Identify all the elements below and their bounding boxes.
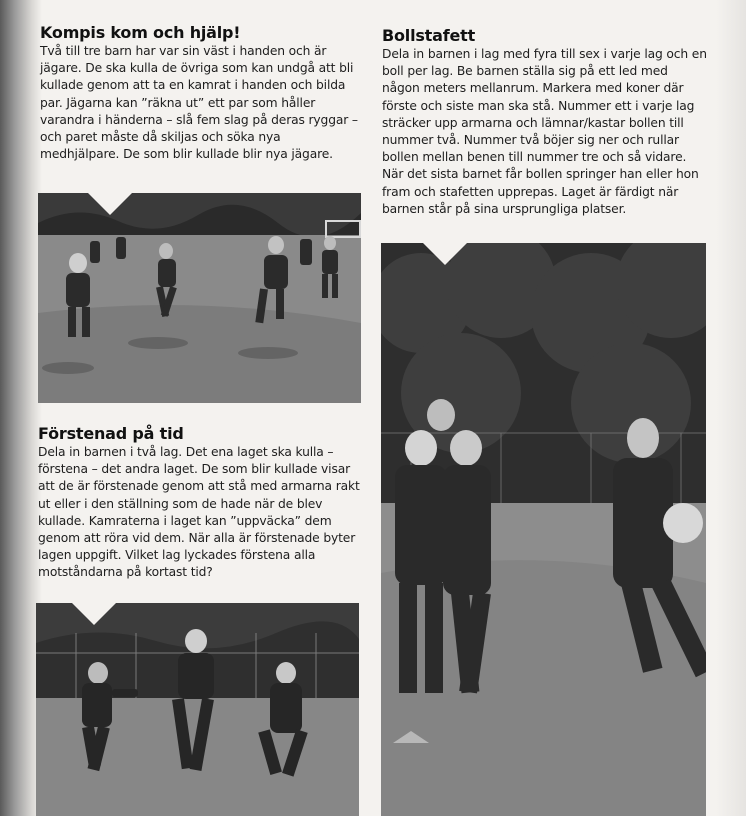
photo-notch (88, 193, 132, 215)
section-title-forstenad: Förstenad på tid (38, 424, 184, 443)
section-text-forstenad: Dela in barnen i två lag. Det ena laget ska kulla – förstena – det andra laget. De som blir kullade visar att de är förstenade genom att stå med armarna rakt ut eller i den ställning som de hade när de blev kullade. Kamraterna i laget kan ”uppväcka” dem genom att röra vid dem. När alla är förstenade byter lagen uppgift. Vilket lag lyckades förstena alla motståndarna på kortast tid? (38, 445, 360, 580)
section-title-kompis: Kompis kom och hjälp! (40, 23, 241, 42)
photo-ball-relay (381, 243, 706, 816)
photo-tag-game (38, 193, 361, 403)
photo-notch (423, 243, 467, 265)
page-edge (716, 0, 746, 816)
section-text-kompis: Två till tre barn har var sin väst i handen och är jägare. De ska kulla de övriga som kan undgå att bli kullade genom att ta en kamrat i handen och bilda par. Jägarna kan ”räkna ut” ett par som håller varandra i händerna – slå fem slag på deras ryggar – och paret måste då skiljas och söka nya medhjälpare. De som blir kullade blir nya jägare. (40, 44, 358, 162)
photo-frozen-game (36, 603, 359, 816)
photo-notch (72, 603, 116, 625)
section-text-bollstafett: Dela in barnen i lag med fyra till sex i varje lag och en boll per lag. Be barnen ställa sig på ett led med någon meters mellanrum. Markera med koner där förste och siste man ska stå. Nummer ett i varje lag sträcker upp armarna och lämnar/kastar bollen till nummer två. Nummer två böjer sig ner och rullar bollen mellan benen till nummer tre och så vidare. När det sista barnet får bollen springer han eller hon fram och stafetten upprepas. Laget är färdigt när barnen står på sina ursprungliga platser. (382, 47, 707, 216)
section-title-bollstafett: Bollstafett (382, 26, 476, 45)
